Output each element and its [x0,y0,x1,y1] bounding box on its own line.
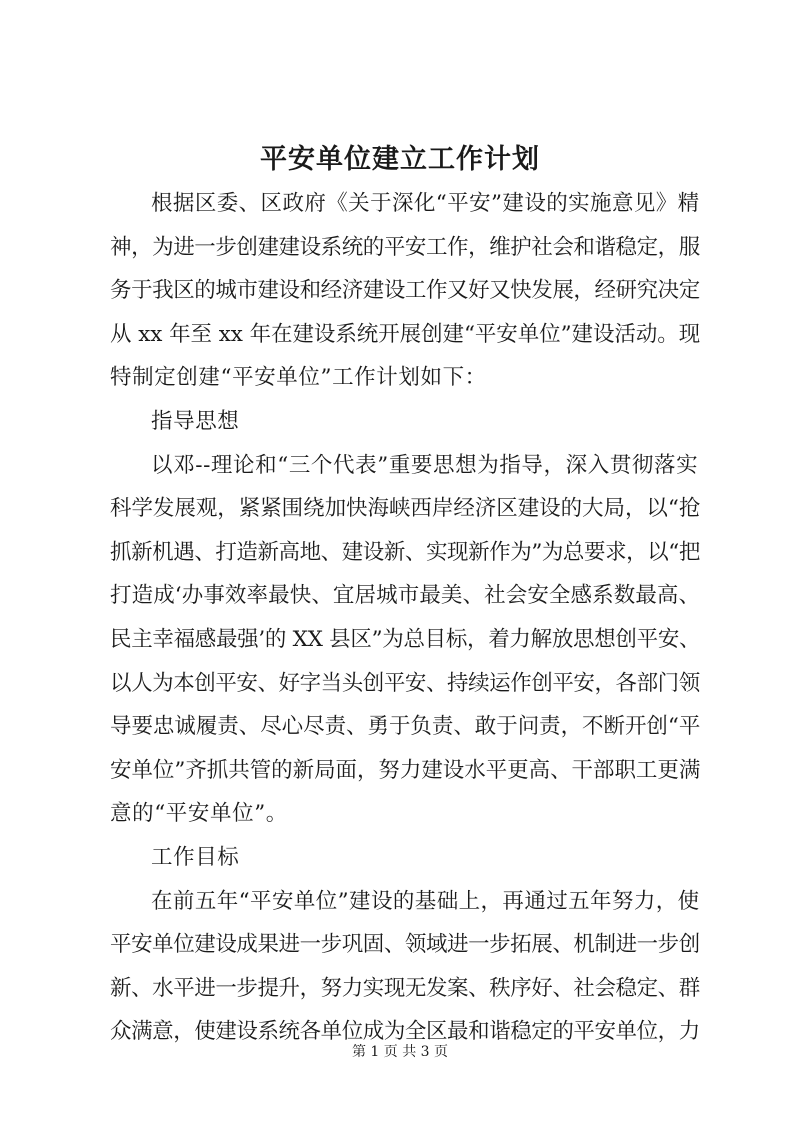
section1-line-5: 民主幸福感最强’的 XX 县区”为总目标，着力解放思想创平安、 [110,627,701,652]
section1-line-6: 以人为本创平安、好字当头创平安、持续运作创平安，各部门领 [110,670,700,696]
section1-line-1: 以邓--理论和“三个代表”重要思想为指导，深入贯彻落实 [151,452,699,478]
page-number-footer: 第 1 页 共 3 页 [351,1044,449,1060]
document-title: 平安单位建立工作计划 [260,144,540,175]
section2-line-1: 在前五年“平安单位”建设的基础上，再通过五年努力，使 [151,888,700,914]
section1-line-4: 打造成‘办事效率最快、宜居城市最美、社会安全感系数最高、 [110,583,701,609]
section-heading-guiding-thought: 指导思想 [151,409,240,434]
section1-line-9: 意的“平安单位”。 [110,801,288,827]
intro-line-3: 务于我区的城市建设和经济建设工作又好又快发展，经研究决定 [110,278,700,304]
section2-line-4: 众满意，使建设系统各单位成为全区最和谐稳定的平安单位，力 [110,1019,700,1045]
intro-line-4: 从 xx 年至 xx 年在建设系统开展创建“平安单位”建设活动。现 [110,321,701,347]
section1-line-7: 导要忠诚履责、尽心尽责、勇于负责、敢于问责，不断开创“平 [110,714,701,740]
section-heading-work-goals: 工作目标 [151,845,240,870]
section2-line-3: 新、水平进一步提升，努力实现无发案、秩序好、社会稳定、群 [110,975,700,1001]
section2-line-2: 平安单位建设成果进一步巩固、领域进一步拓展、机制进一步创 [110,932,700,958]
section1-line-3: 抓新机遇、打造新高地、建设新、实现新作为”为总要求，以“把 [110,539,700,565]
section1-line-2: 科学发展观，紧紧围绕加快海峡西岸经济区建设的大局，以“抢 [110,496,701,522]
intro-line-5: 特制定创建“平安单位”工作计划如下： [110,365,487,391]
section1-line-8: 安单位”齐抓共管的新局面，努力建设水平更高、干部职工更满 [110,757,701,783]
intro-line-1: 根据区委、区政府《关于深化“平安”建设的实施意见》精 [151,191,700,216]
intro-line-2: 神，为进一步创建建设系统的平安工作，维护社会和谐稳定，服 [110,234,700,260]
